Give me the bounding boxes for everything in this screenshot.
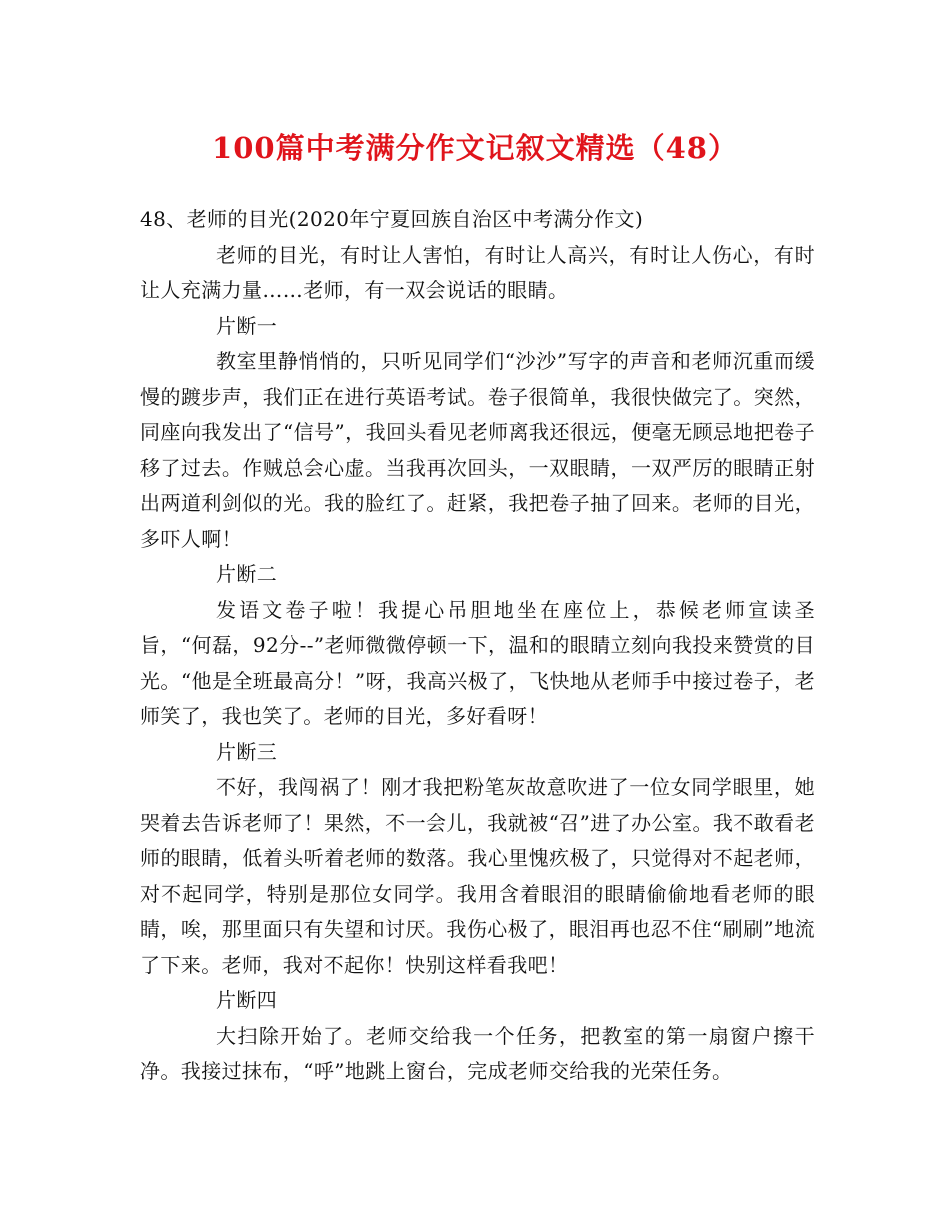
paragraph-intro: 老师的目光，有时让人害怕，有时让人高兴，有时让人伤心，有时让人充满力量……老师，有一双会说话的眼睛。: [140, 242, 815, 302]
paragraph-section-1: 教室里静悄悄的，只听见同学们“沙沙”写字的声音和老师沉重而缓慢的踱步声，我们正在进行英语考试。卷子很简单，我很快做完了。突然，同座向我发出了“信号”，我回头看见老师离我还很远，便毫无顾忌地把卷子移了过去。作贼总会心虚。当我再次回头，一双眼睛，一双严厉的眼睛正射出两道利剑似的光。我的脸红了。赶紧，我把卷子抽了回来。老师的目光，多吓人啊！: [140, 349, 815, 551]
paragraph-section-2: 发语文卷子啦！我提心吊胆地坐在座位上，恭候老师宣读圣旨，“何磊，92分--”老师微微停顿一下，温和的眼睛立刻向我投来赞赏的目光。“他是全班最高分！”呀，我高兴极了，飞快地从老师手中接过卷子，老师笑了，我也笑了。老师的目光，多好看呀！: [140, 597, 815, 728]
article-heading: 48、老师的目光(2020年宁夏回族自治区中考满分作文): [140, 207, 644, 231]
section-label-2: 片断二: [216, 562, 278, 586]
paragraph-section-3: 不好，我闯祸了！刚才我把粉笔灰故意吹进了一位女同学眼里，她哭着去告诉老师了！果然，不一会儿，我就被“召”进了办公室。我不敢看老师的眼睛，低着头听着老师的数落。我心里愧疚极了，只觉得对不起老师，对不起同学，特别是那位女同学。我用含着眼泪的眼睛偷偷地看老师的眼睛，唉，那里面只有失望和讨厌。我伤心极了，眼泪再也忍不住“刷刷”地流了下来。老师，我对不起你！快别这样看我吧！: [140, 775, 815, 977]
paragraph-section-4: 大扫除开始了。老师交给我一个任务，把教室的第一扇窗户擦干净。我接过抹布，“呼”地跳上窗台，完成老师交给我的光荣任务。: [140, 1023, 815, 1083]
section-label-1: 片断一: [216, 313, 278, 338]
article-body: [140, 202, 815, 1090]
document-title: 100篇中考满分作文记叙文精选（48）: [212, 131, 738, 165]
section-label-4: 片断四: [216, 988, 278, 1012]
section-label-3: 片断三: [216, 739, 278, 764]
